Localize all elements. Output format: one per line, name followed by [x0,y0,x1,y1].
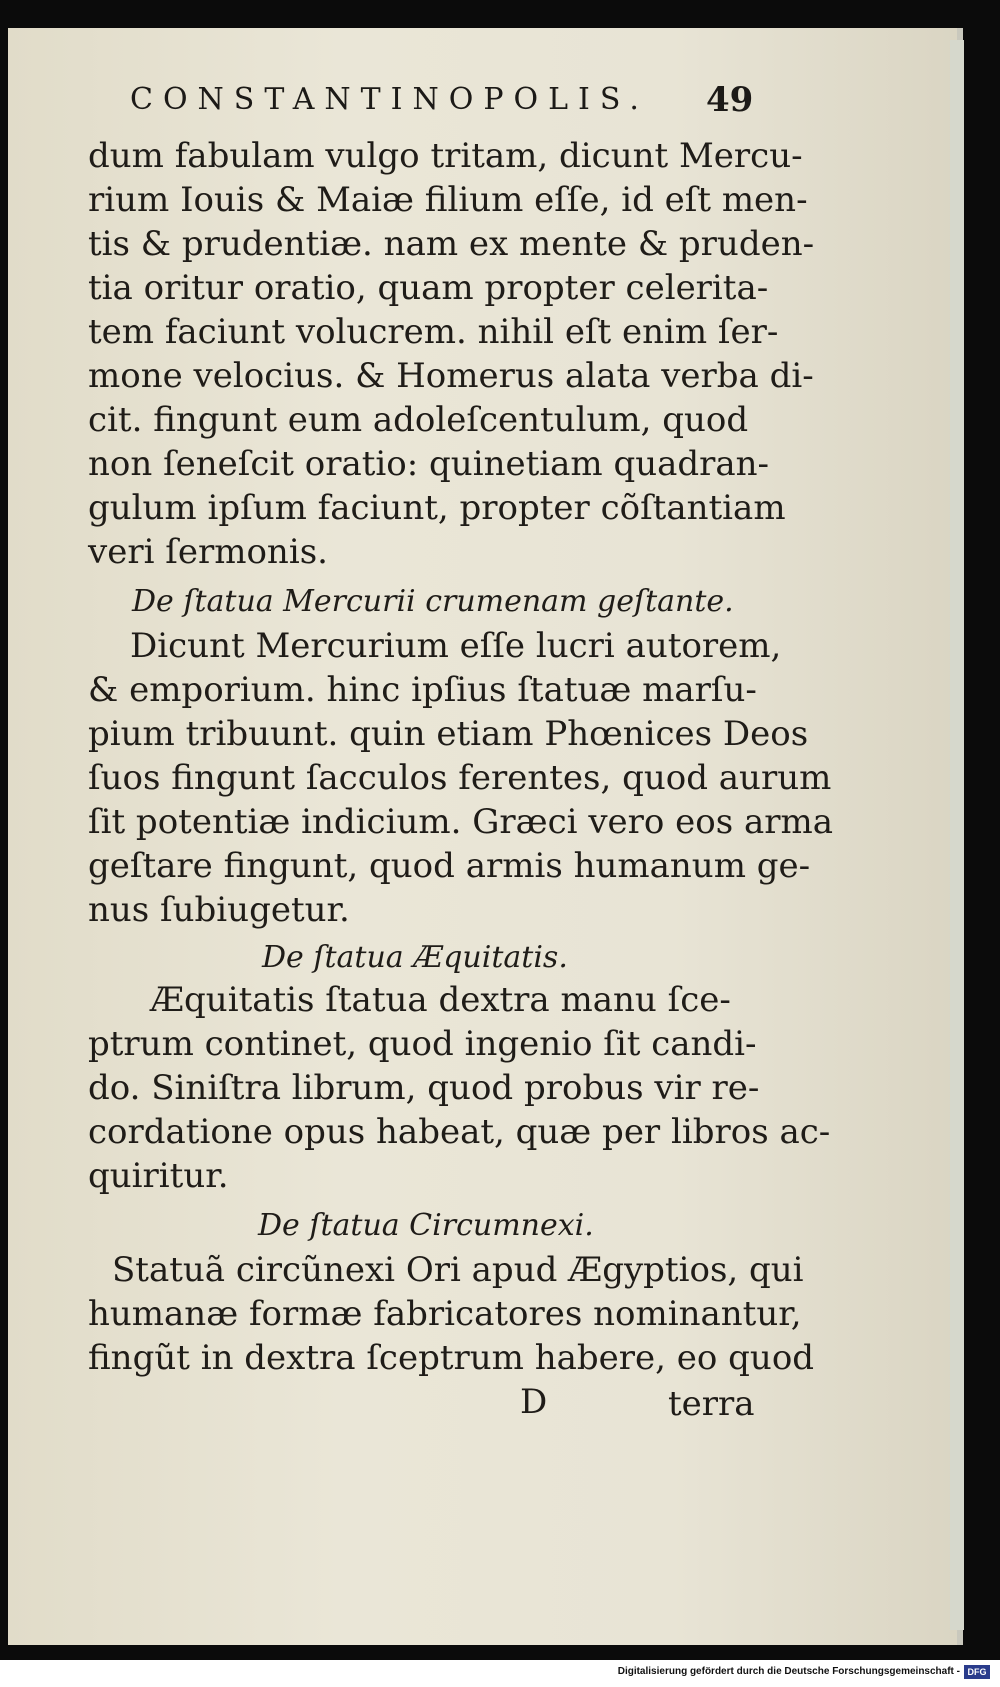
text-line: ptrum continet, quod ingenio ſit candi- [88,1024,757,1064]
page-edge [950,40,964,1630]
section-heading: De ſtatua Circumnexi. [258,1208,594,1243]
text-line: tem faciunt volucrem. nihil eſt enim ſer- [88,312,779,352]
text-line: humanæ formæ fabricatores nominantur, [88,1294,802,1334]
text-line: veri ſermonis. [88,532,328,572]
section-heading: De ſtatua Mercurii crumenam geſtante. [132,584,734,619]
text-line: rium Iouis & Maiæ filium eſſe, id eſt men- [88,180,808,220]
text-line: nus ſubiugetur. [88,890,350,930]
text-line: gulum ipſum faciunt, propter cõſtantiam [88,488,786,528]
digitization-footer [0,1660,1000,1687]
text-line: do. Siniſtra librum, quod probus vir re- [88,1068,760,1108]
page-number: 49 [706,80,754,120]
text-line: pium tribuunt. quin etiam Phœnices Deos [88,714,809,754]
section-heading: De ſtatua Æquitatis. [262,940,568,975]
footer-credit: Digitalisierung gefördert durch die Deutsche Forschungsgemeinschaft - [617,1666,960,1677]
text-line: ſit potentiæ indicium. Græci vero eos arma [88,802,834,842]
text-line: cit. fingunt eum adoleſcentulum, quod [88,400,749,440]
dfg-logo: DFG [964,1665,990,1679]
text-line: Dicunt Mercurium eſſe lucri autorem, [130,626,782,666]
text-line: Statuã circũnexi Ori apud Ægyptios, qui [112,1250,804,1290]
text-line: quiritur. [88,1156,229,1196]
text-line: & emporium. hinc ipſius ſtatuæ marſu- [88,670,757,710]
text-line: fingũt in dextra ſceptrum habere, eo quod [88,1338,815,1378]
text-line: ſuos fingunt ſacculos ferentes, quod aurum [88,758,832,798]
text-line: mone velocius. & Homerus alata verba di- [88,356,814,396]
text-line: geſtare fingunt, quod armis humanum ge- [88,846,811,886]
catchword: terra [668,1384,755,1424]
text-line: Æquitatis ſtatua dextra manu ſce- [150,980,731,1020]
text-line: tia oritur oratio, quam propter celerita- [88,268,769,308]
text-line: dum fabulam vulgo tritam, dicunt Mercu- [88,136,803,176]
text-line: non ſeneſcit oratio: quinetiam quadran- [88,444,770,484]
text-line: tis & prudentiæ. nam ex mente & pruden- [88,224,815,264]
running-title: CONSTANTINOPOLIS. [130,82,649,117]
signature-mark: D [520,1382,548,1422]
text-line: cordatione opus habeat, quæ per libros ac- [88,1112,831,1152]
